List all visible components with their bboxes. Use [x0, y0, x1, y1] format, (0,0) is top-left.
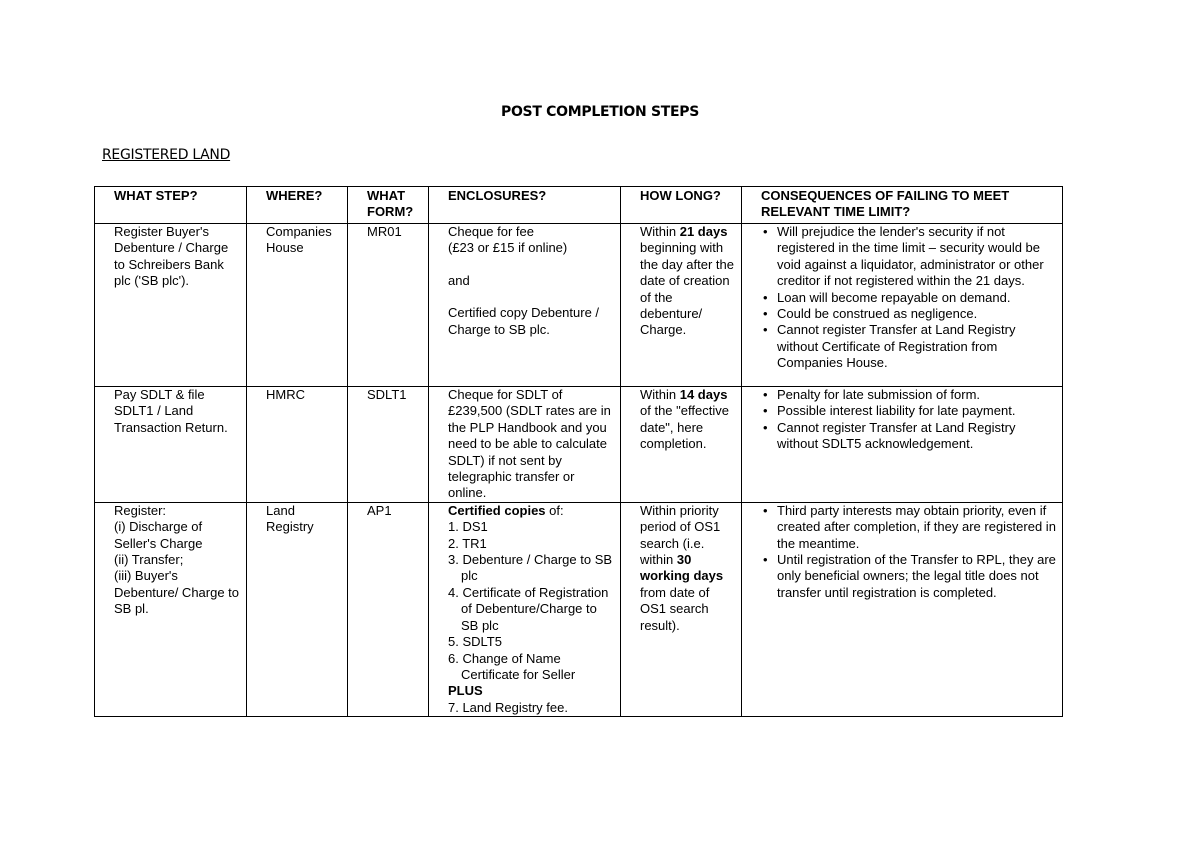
form-cell: SDLT1: [348, 387, 429, 503]
table-header-row: [95, 187, 1063, 224]
enclosure-item: 4. Certificate of Registration of Debenture/Charge to SB plc: [448, 584, 609, 633]
step-line: (iii) Buyer's Debenture/ Charge to SB pl.: [114, 568, 240, 617]
consequence-item: • Cannot register Transfer at Land Registry without Certificate of Registration from Companies House.: [761, 322, 1058, 371]
step-cell: [95, 502, 247, 716]
step-cell: Register Buyer's Debenture / Charge to Schreibers Bank plc ('SB plc').: [95, 224, 247, 387]
consequence-item: • Penalty for late submission of form.: [761, 387, 1058, 403]
consequence-item: • Loan will become repayable on demand.: [761, 290, 1058, 306]
table-row: [95, 502, 1063, 716]
table-row: [95, 224, 1063, 387]
consequences-list: [761, 503, 1058, 601]
header-what-step: WHAT STEP?: [95, 187, 247, 224]
enclosure-item: 6. Change of Name Certificate for Seller: [448, 650, 576, 682]
how-long-emphasis: 14 days: [679, 387, 728, 402]
header-what-form: WHAT FORM?: [348, 187, 429, 224]
how-long-post: beginning with the day after the date of creation of the debenture/ Charge.: [640, 240, 734, 338]
section-heading: REGISTERED LAND: [102, 147, 231, 163]
enclosure-intro-rest: of:: [545, 502, 564, 518]
consequence-item: • Will prejudice the lender's security if not registered in the time limit – security would be void against a liquidator, administrator or other creditor if not registered within the 21 days.: [761, 224, 1058, 290]
enclosure-line: Cheque for fee: [448, 224, 535, 239]
how-long-cell: [621, 224, 742, 387]
enclosure-item: 5. SDLT5: [448, 634, 502, 650]
enclosure-line: Certified copy Debenture / Charge to SB plc.: [448, 305, 600, 337]
how-long-emphasis: 30 working days: [640, 552, 724, 584]
consequence-item: • Could be construed as negligence.: [761, 306, 1058, 322]
page-title: POST COMPLETION STEPS: [500, 104, 699, 120]
enclosure-item: 7. Land Registry fee.: [448, 699, 568, 715]
enclosure-item: 3. Debenture / Charge to SB plc: [448, 552, 613, 584]
how-long-cell: [621, 502, 742, 716]
enclosures-cell: [429, 224, 621, 387]
consequences-cell: [742, 502, 1063, 716]
consequence-item: • Third party interests may obtain priority, even if created after completion, if they are registered in the meantime.: [761, 503, 1058, 552]
where-cell: Companies House: [247, 224, 348, 387]
how-long-post: from date of OS1 search result).: [640, 584, 710, 633]
how-long-emphasis: 21 days: [679, 224, 728, 239]
enclosure-item: 2. TR1: [448, 535, 487, 551]
form-cell: MR01: [348, 224, 429, 387]
enclosure-intro-bold: Certified copies: [448, 502, 546, 518]
enclosure-item: 1. DS1: [448, 519, 488, 535]
enclosure-and: and: [448, 272, 470, 288]
consequence-item: • Cannot register Transfer at Land Registry without SDLT5 acknowledgement.: [761, 420, 1058, 453]
enclosures-cell: Cheque for SDLT of £239,500 (SDLT rates are in the PLP Handbook and you need to be able to calculate SDLT) if not sent by telegraphic transfer or online.: [429, 387, 621, 503]
enclosure-plus: [448, 683, 616, 699]
how-long-post: of the "effective date", here completion.: [640, 403, 729, 452]
consequence-item: • Possible interest liability for late payment.: [761, 403, 1058, 419]
enclosure-list: [448, 519, 616, 683]
header-enclosures: ENCLOSURES?: [429, 187, 621, 224]
where-cell: Land Registry: [247, 502, 348, 716]
consequence-item: • Until registration of the Transfer to RPL, they are only beneficial owners; the legal title does not transfer until registration is completed.: [761, 552, 1058, 601]
post-completion-table: [94, 186, 1063, 717]
where-cell: HMRC: [247, 387, 348, 503]
step-line: (i) Discharge of Seller's Charge: [114, 519, 203, 551]
plus-label: PLUS: [448, 683, 483, 699]
consequences-list: [761, 387, 1058, 453]
step-cell: Pay SDLT & file SDLT1 / Land Transaction Return.: [95, 387, 247, 503]
consequences-cell: [742, 387, 1063, 503]
how-long-pre: Within priority period of OS1 search (i.e. within: [640, 502, 721, 568]
how-long-cell: [621, 387, 742, 503]
consequences-list: [761, 224, 1058, 372]
table-row: [95, 387, 1063, 503]
step-line: Register:: [114, 502, 167, 518]
header-consequences: CONSEQUENCES OF FAILING TO MEET RELEVANT TIME LIMIT?: [742, 187, 1063, 224]
header-where: WHERE?: [247, 187, 348, 224]
enclosures-cell: [429, 502, 621, 716]
how-long-pre: Within: [640, 387, 680, 402]
enclosure-intro: [448, 503, 616, 519]
consequences-cell: [742, 224, 1063, 387]
step-line: (ii) Transfer;: [114, 552, 184, 568]
header-how-long: HOW LONG?: [621, 187, 742, 224]
enclosure-line: (£23 or £15 if online): [448, 240, 568, 256]
form-cell: AP1: [348, 502, 429, 716]
how-long-pre: Within: [640, 224, 680, 239]
